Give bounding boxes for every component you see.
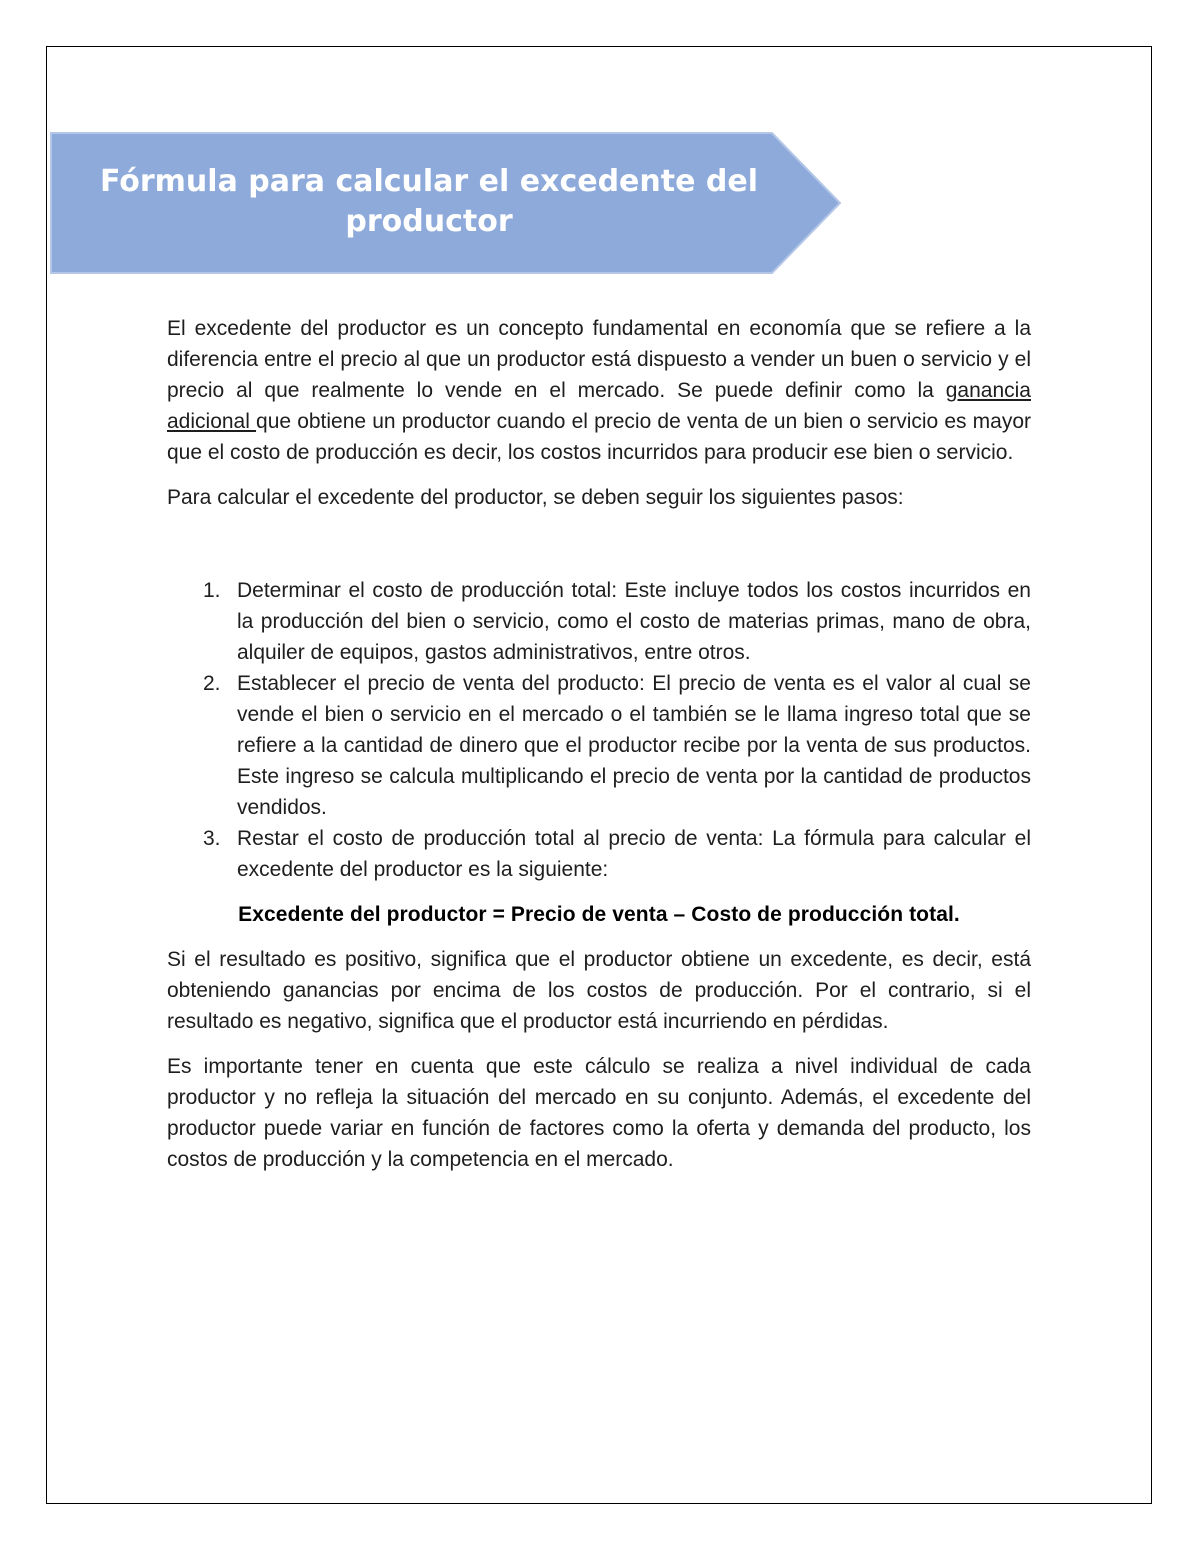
underlined-term: ganancia adicional: [167, 379, 1031, 433]
document-body: [167, 313, 1031, 1175]
list-item-text: Establecer el precio de venta del producto: El precio de venta es el valor al cual se vende el bien o servicio en el mercado o el también se le llama ingreso total que se refiere a la cantidad de dinero que el productor recibe por la venta de sus productos. Este ingreso se calcula multiplicando el precio de venta por la cantidad de productos vendidos.: [237, 672, 1031, 819]
steps-lead-paragraph: Para calcular el excedente del productor, se deben seguir los siguientes pasos:: [167, 486, 904, 509]
page-title: Fórmula para calcular el excedente del productor: [99, 164, 758, 239]
steps-list: [167, 575, 1031, 885]
list-item: [167, 823, 1031, 885]
result-paragraph: Si el resultado es positivo, significa que el productor obtiene un excedente, es decir, está obteniendo ganancias por encima de los costos de producción. Por el contrario, si el resultado es negativo, significa que el productor está incurriendo en pérdidas.: [167, 948, 1031, 1033]
list-item-text: Determinar el costo de producción total: Este incluye todos los costos incurridos en la producción del bien o servicio, como el costo de materias primas, mano de obra, alquiler de equipos, gastos administrativos, entre otros.: [237, 579, 1031, 664]
list-item-number: 2.: [203, 672, 221, 695]
intro-text-start: El excedente del productor es un concepto fundamental en economía que se refiere a la diferencia entre el precio al que un productor está dispuesto a vender un buen o servicio y el precio al que realmente lo vende en el mercado. Se puede definir como la: [167, 317, 1031, 402]
list-item-number: 1.: [203, 579, 221, 602]
list-item: [167, 575, 1031, 668]
formula-line: Excedente del productor = Precio de venta – Costo de producción total.: [238, 903, 960, 926]
intro-text-end: que obtiene un productor cuando el precio de venta de un bien o servicio es mayor que el costo de producción es decir, los costos incurridos para producir ese bien o servicio.: [167, 410, 1031, 464]
intro-paragraph: [167, 313, 1031, 468]
list-item-text: Restar el costo de producción total al precio de venta: La fórmula para calcular el excedente del productor es la siguiente:: [237, 827, 1031, 881]
list-item: [167, 668, 1031, 823]
list-item-number: 3.: [203, 827, 221, 850]
closing-paragraph: Es importante tener en cuenta que este cálculo se realiza a nivel individual de cada productor y no refleja la situación del mercado en su conjunto. Además, el excedente del productor puede variar en función de factores como la oferta y demanda del producto, los costos de producción y la competencia en el mercado.: [167, 1055, 1031, 1171]
